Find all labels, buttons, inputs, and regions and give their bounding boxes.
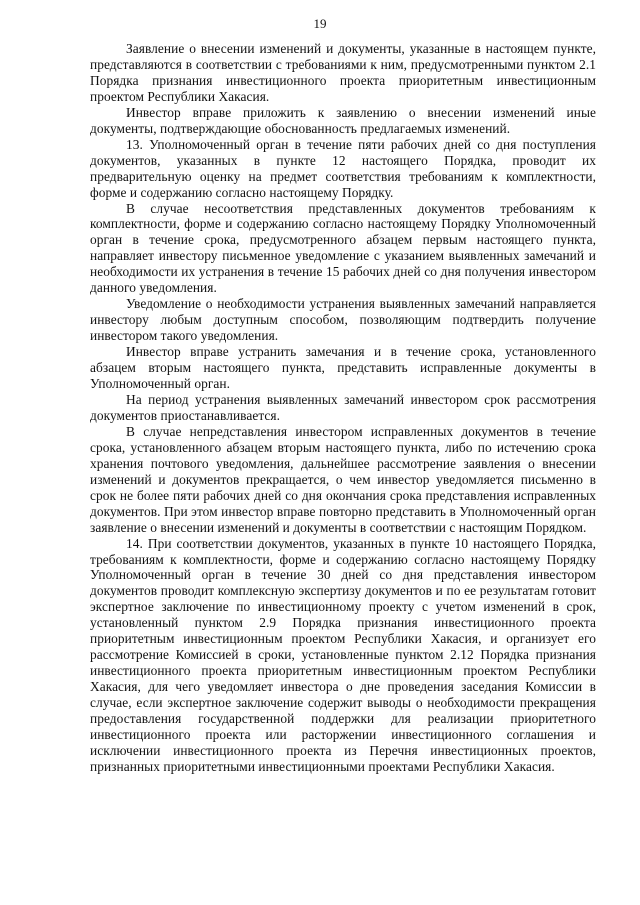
paragraph: Инвестор вправе приложить к заявлению о внесении изменений иные документы, подтверждающие обоснованность предлагаемых изменений. (90, 104, 596, 136)
paragraph: На период устранения выявленных замечаний инвестором срок рассмотрения документов приостанавливается. (90, 391, 596, 423)
paragraph: В случае несоответствия представленных документов требованиям к комплектности, форме и содержанию согласно настоящему Порядку Уполномоченный орган в течение срока, предусмотренного абзацем первым настоящего пункта, направляет инвестору письменное уведомление с указанием выявленных замечаний и необходимости их устранения в течение 15 рабочих дней со дня получения инвестором данного уведомления. (90, 200, 596, 296)
paragraph: Заявление о внесении изменений и документы, указанные в настоящем пункте, представляются в соответствии с требованиями к ним, предусмотренными пунктом 2.1 Порядка признания инвестиционного проекта приоритетным инвестиционным проектом Республики Хакасия. (90, 41, 596, 104)
paragraph: В случае непредставления инвестором исправленных документов в течение срока, установленного абзацем вторым настоящего пункта, либо по истечению срока хранения почтового уведомления, дальнейшее рассмотрение заявления о внесении изменений и документов прекращается, о чем инвестор уведомляется письменно в срок не более пяти рабочих дней со дня окончания срока представления исправленных документов. При этом инвестор вправе повторно представить в Уполномоченный орган заявление о внесении изменений и документы в соответствии с настоящим Порядком. (90, 423, 596, 535)
paragraph: Уведомление о необходимости устранения выявленных замечаний направляется инвестору любым доступным способом, позволяющим подтвердить получение инвестором такого уведомления. (90, 296, 596, 344)
paragraph: 13. Уполномоченный орган в течение пяти рабочих дней со дня поступления документов, указанных в пункте 12 настоящего Порядка, проводит их предварительную оценку на предмет соответствия требованиям к комплектности, форме и содержанию согласно настоящему Порядку. (90, 136, 596, 200)
paragraph: Инвестор вправе устранить замечания и в течение срока, установленного абзацем вторым настоящего пункта, представить исправленные документы в Уполномоченный орган. (90, 344, 596, 392)
paragraph: 14. При соответствии документов, указанных в пункте 10 настоящего Порядка, требованиям к комплектности, форме и содержанию согласно настоящему Порядку Уполномоченный орган в течение 30 дней со дня представления инвестором документов проводит комплексную экспертизу документов и по ее результатам готовит экспертное заключение по инвестиционному проекту с учетом изменений в срок, установленный пунктом 2.9 Порядка признания инвестиционного проекта приоритетным инвестиционным проектом Республики Хакасия, и организует его рассмотрение Комиссией в сроки, установленные пунктом 2.12 Порядка признания инвестиционного проекта приоритетным инвестиционным проектом Республики Хакасия, для чего уведомляет инвестора о дне проведения заседания Комиссии в случае, если экспертное заключение содержит выводы о необходимости прекращения предоставления государственной поддержки для реализации приоритетного инвестиционного проекта или расторжении инвестиционного соглашения и исключении инвестиционного проекта из Перечня инвестиционных проектов, признанных приоритетными инвестиционными проектами Республики Хакасия. (90, 535, 596, 774)
document-body (90, 41, 596, 775)
page-number: 19 (313, 16, 327, 31)
